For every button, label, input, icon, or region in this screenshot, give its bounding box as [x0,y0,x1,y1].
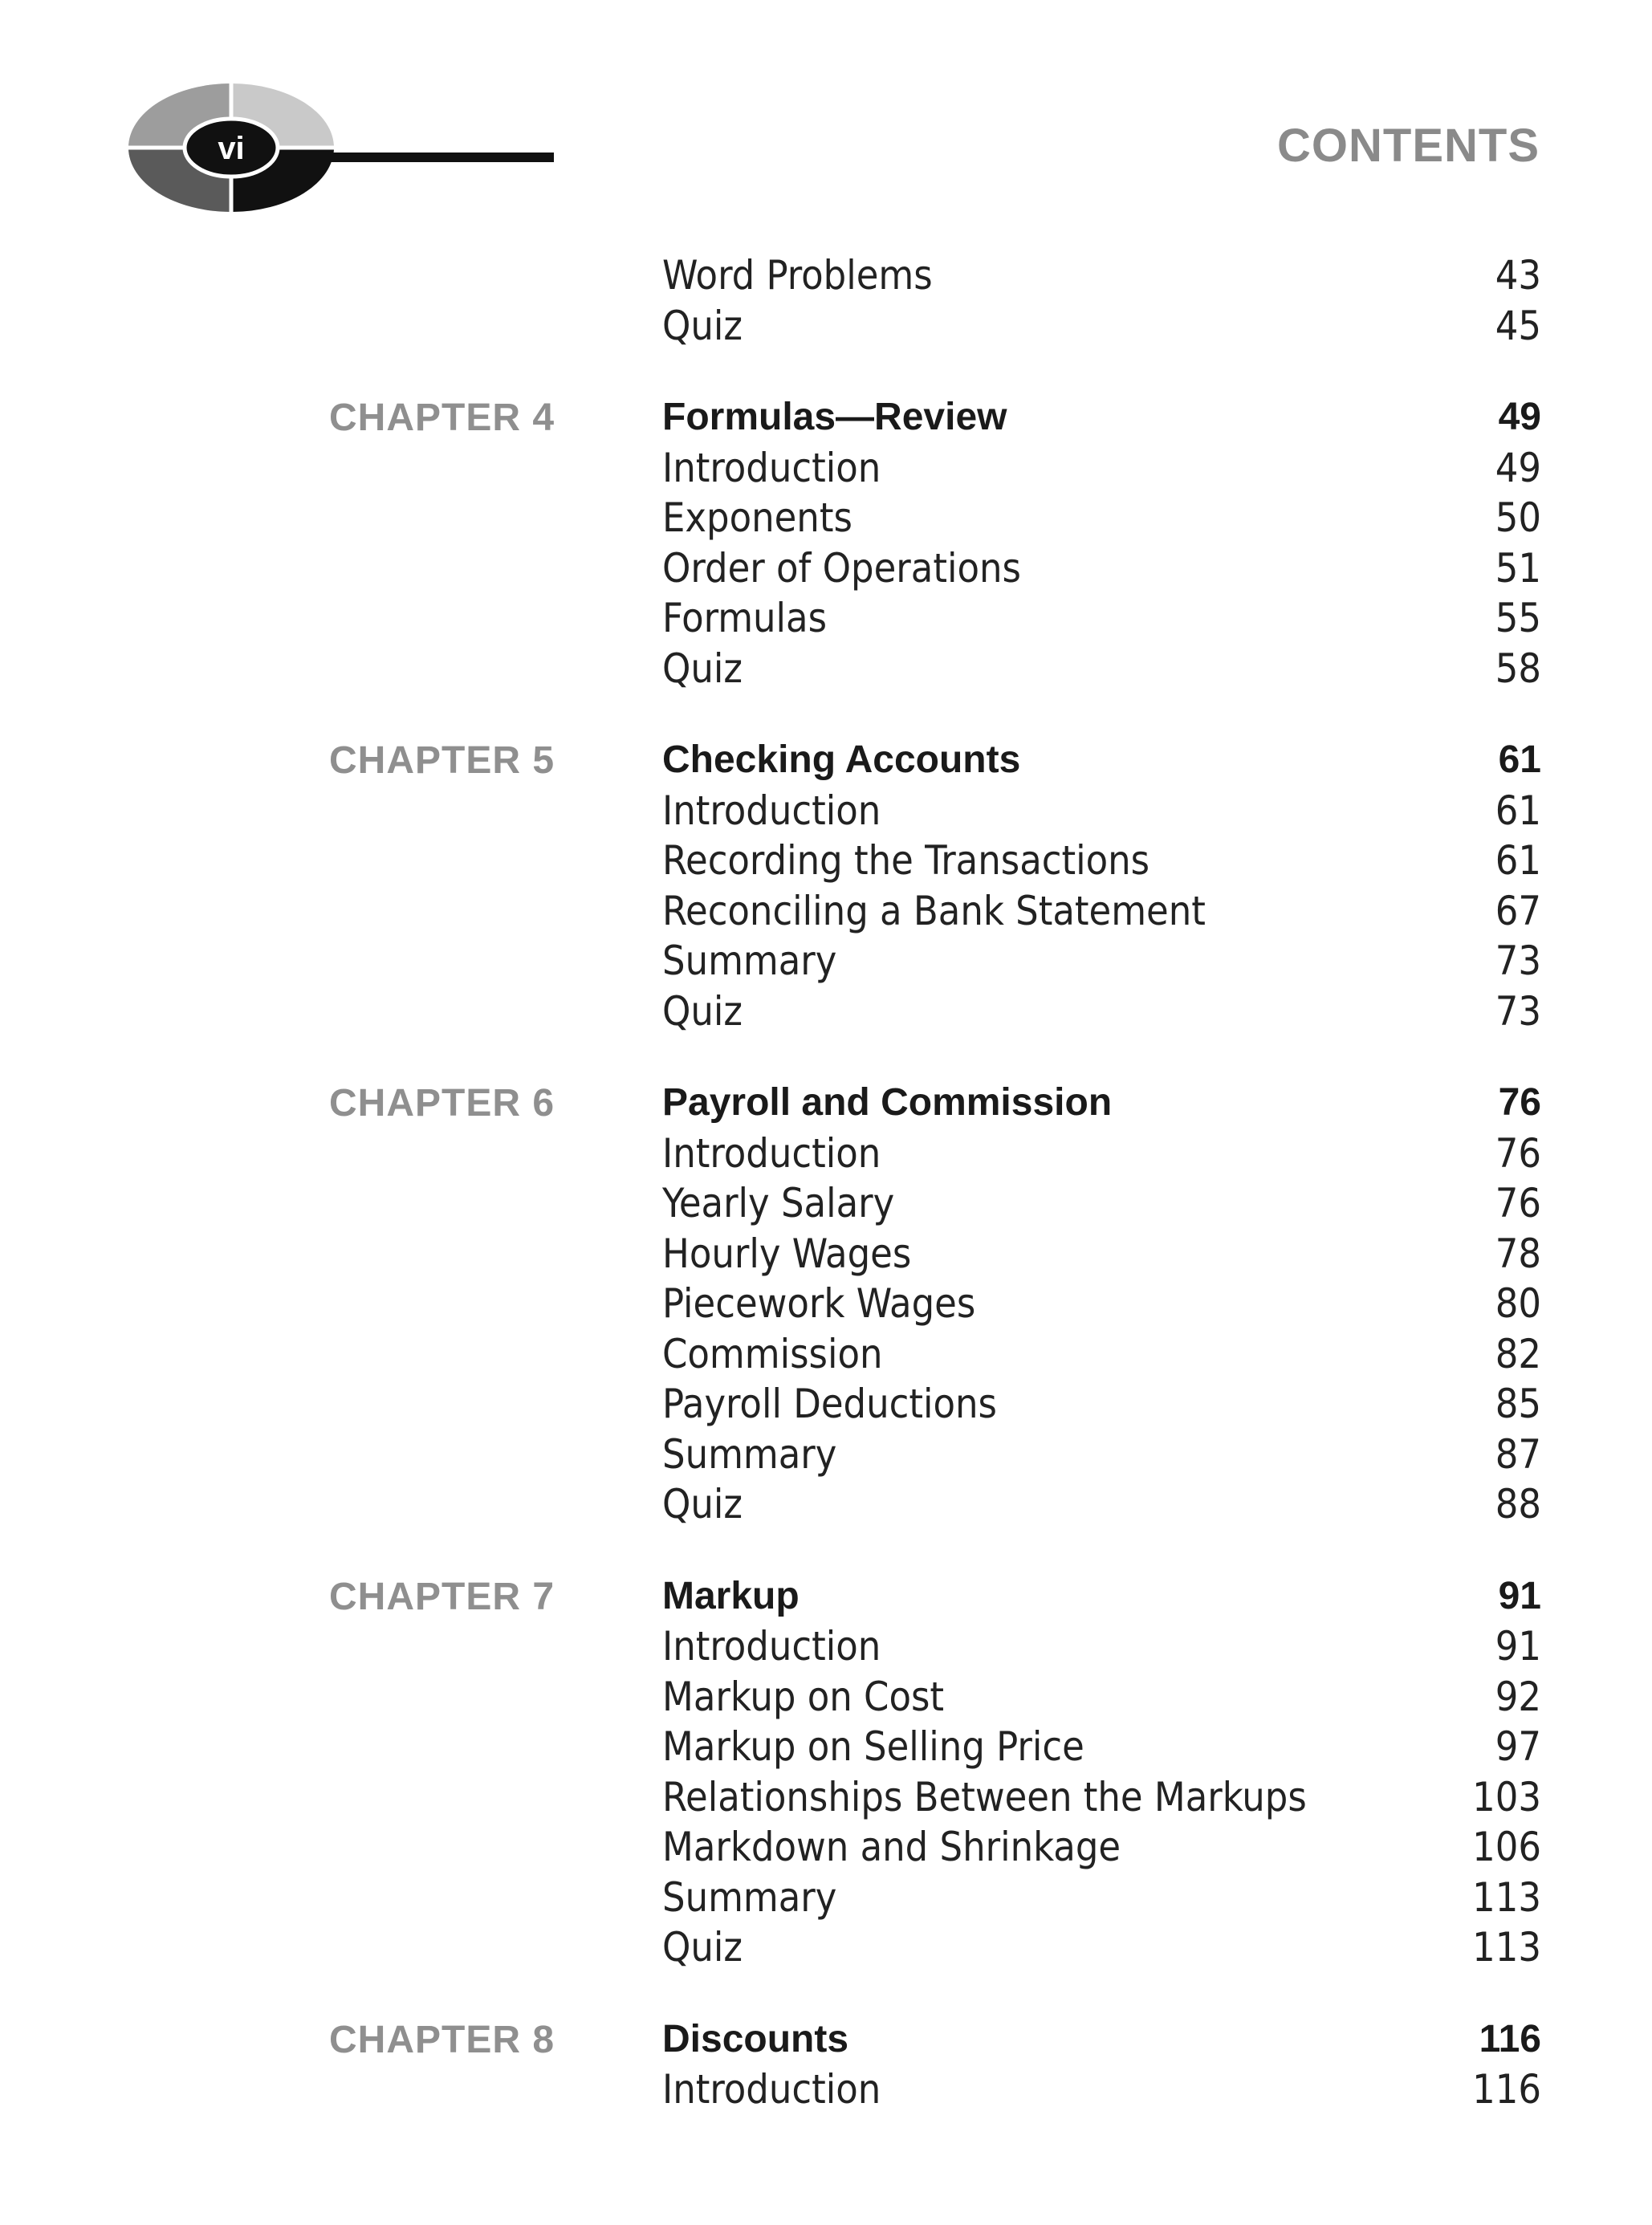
toc-entry[interactable] [662,443,1541,494]
chapter-label: CHAPTER 6 [329,1082,555,1125]
chapter-title: Markup [662,1574,800,1617]
toc-entry-title: Quiz [662,645,743,692]
toc-entry-title: Payroll Deductions [662,1381,997,1427]
toc-entry[interactable] [662,1772,1541,1823]
toc-chapters [329,393,1541,2115]
toc-entry[interactable] [662,1822,1541,1873]
toc-entry[interactable] [662,1430,1541,1480]
toc-entry[interactable] [662,543,1541,594]
toc-entry[interactable] [662,886,1541,937]
toc-entry-title: Quiz [662,302,743,349]
toc-entry-title: Summary [662,938,837,984]
toc-entry-title: Relationships Between the Markups [662,1773,1307,1820]
toc-entry-page: 92 [1495,1673,1541,1720]
toc-entry[interactable] [662,936,1541,986]
toc-entry-page: 113 [1472,1924,1541,1971]
chapter-title: Payroll and Commission [662,1081,1113,1124]
toc-entry[interactable] [662,1329,1541,1380]
toc-entry-title: Summary [662,1430,837,1478]
toc-entry-page: 67 [1495,887,1541,934]
toc-entry[interactable] [662,1722,1541,1772]
toc-entry[interactable] [662,1379,1541,1430]
toc-entry-page: 58 [1495,645,1541,692]
toc-entry-page: 61 [1495,787,1541,834]
chapter-title: Checking Accounts [662,738,1021,781]
toc-entry-title: Introduction [662,444,881,491]
toc-entry[interactable] [662,1178,1541,1229]
toc-entry[interactable] [662,986,1541,1037]
toc-entry-page: 82 [1495,1330,1541,1377]
chapter-page-number: 49 [1498,396,1541,438]
chapter-entries [662,1572,1541,1973]
toc-entry[interactable] [662,836,1541,886]
chapter-entries [662,393,1541,694]
toc-entry[interactable] [662,1621,1541,1672]
toc-entry-page: 78 [1495,1230,1541,1277]
chapter-title-row[interactable] [662,393,1541,443]
toc-entry-title: Markdown and Shrinkage [662,1824,1121,1870]
toc-continued-entries [662,250,1541,351]
toc-entry-title: Commission [662,1330,883,1377]
toc-entry[interactable] [662,2064,1541,2115]
toc-entry[interactable] [662,1229,1541,1279]
chapter-section [329,2015,1541,2115]
chapter-page-number: 76 [1498,1081,1541,1124]
chapter-section [329,1078,1541,1530]
toc-entry-page: 43 [1495,252,1541,299]
toc-entry-page: 103 [1472,1773,1541,1820]
toc-entry-page: 87 [1495,1430,1541,1478]
toc-entry-title: Markup on Selling Price [662,1723,1084,1770]
toc-entry-title: Introduction [662,1623,881,1670]
toc-entry[interactable] [662,644,1541,694]
page-number: vi [218,131,245,166]
toc-entry-page: 51 [1495,544,1541,592]
chapter-title: Formulas—Review [662,396,1007,438]
page-title: CONTENTS [1277,120,1540,172]
toc-entry-page: 91 [1495,1623,1541,1670]
chapter-section [329,735,1541,1036]
chapter-title-row[interactable] [662,1572,1541,1622]
chapter-entries [662,2015,1541,2115]
toc-entry-title: Word Problems [662,252,933,299]
table-of-contents [329,250,1541,2157]
chapter-page-number: 61 [1498,738,1541,781]
toc-entry[interactable] [662,1479,1541,1530]
toc-entry-title: Exponents [662,494,852,541]
toc-entry[interactable] [662,1873,1541,1923]
toc-entry[interactable] [662,1672,1541,1723]
toc-entry-title: Formulas [662,595,828,641]
toc-entry-page: 97 [1495,1723,1541,1770]
toc-entry-page: 73 [1495,938,1541,984]
toc-entry-page: 73 [1495,987,1541,1035]
chapter-entries [662,1078,1541,1530]
chapter-title: Discounts [662,2017,849,2060]
chapter-label: CHAPTER 7 [329,1575,555,1618]
toc-entry-title: Piecework Wages [662,1280,976,1327]
toc-entry-title: Quiz [662,1481,743,1527]
toc-entry-page: 76 [1495,1180,1541,1226]
toc-entry[interactable] [662,1922,1541,1973]
chapter-label: CHAPTER 4 [329,397,555,439]
toc-entry-page: 61 [1495,837,1541,884]
toc-entry-page: 88 [1495,1481,1541,1527]
chapter-page-number: 116 [1479,2017,1541,2060]
toc-entry-page: 106 [1472,1824,1541,1870]
chapter-title-row[interactable] [662,1078,1541,1129]
toc-entry-title: Yearly Salary [662,1180,895,1226]
page-badge-graphic [128,83,562,212]
chapter-section [329,1572,1541,1973]
toc-entry-title: Quiz [662,987,743,1035]
toc-entry-page: 50 [1495,494,1541,541]
chapter-section [329,393,1541,694]
toc-entry-title: Recording the Transactions [662,837,1150,884]
toc-entry-title: Order of Operations [662,544,1021,592]
toc-entry[interactable] [662,1129,1541,1179]
toc-entry[interactable] [662,1279,1541,1329]
toc-entry[interactable] [662,593,1541,644]
toc-entry-title: Summary [662,1873,837,1921]
toc-entry-title: Markup on Cost [662,1673,945,1720]
toc-entry-page: 55 [1495,595,1541,641]
toc-entry-page: 113 [1472,1873,1541,1921]
toc-entry-page: 116 [1472,2066,1541,2113]
chapter-entries [662,735,1541,1036]
toc-entry-title: Introduction [662,1129,881,1177]
toc-entry[interactable] [662,786,1541,836]
toc-entry-title: Introduction [662,787,881,834]
toc-entry-page: 76 [1495,1129,1541,1177]
chapter-title-row[interactable] [662,735,1541,786]
toc-entry[interactable] [662,250,1541,301]
page-badge [128,83,562,215]
chapter-label: CHAPTER 8 [329,2018,555,2061]
toc-entry-title: Hourly Wages [662,1230,912,1277]
toc-entry-title: Introduction [662,2066,881,2113]
toc-entry[interactable] [662,493,1541,543]
toc-entry-title: Quiz [662,1924,743,1971]
chapter-label: CHAPTER 5 [329,739,555,782]
toc-entry-page: 45 [1495,302,1541,349]
chapter-title-row[interactable] [662,2015,1541,2065]
toc-entry-page: 49 [1495,444,1541,491]
toc-entry-page: 85 [1495,1381,1541,1427]
toc-entry[interactable] [662,301,1541,352]
toc-entry-page: 80 [1495,1280,1541,1327]
toc-entry-title: Reconciling a Bank Statement [662,887,1206,934]
chapter-page-number: 91 [1498,1574,1541,1617]
